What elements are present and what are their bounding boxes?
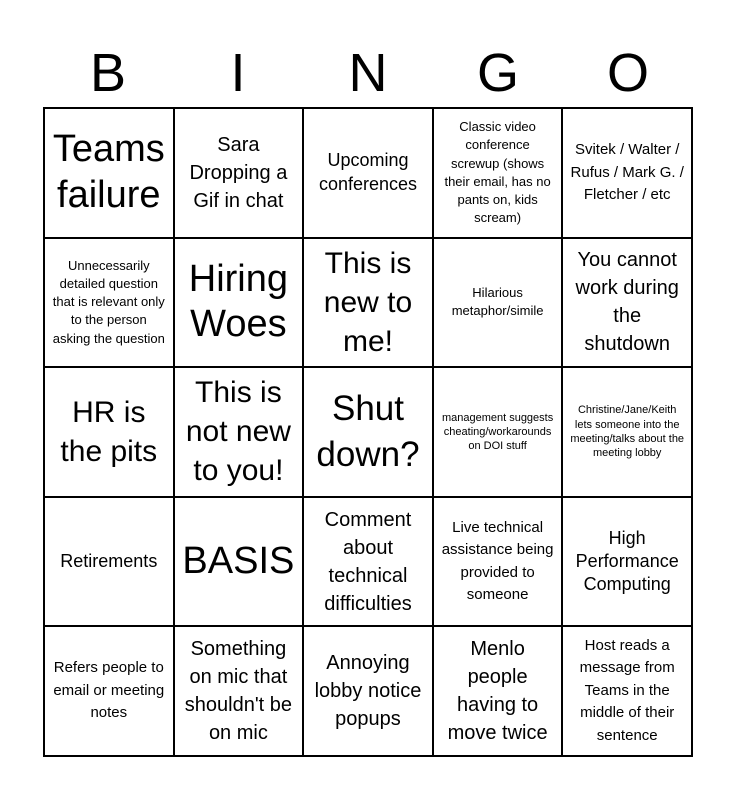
- bingo-cell[interactable]: [174, 497, 304, 627]
- cell-text: This is new to me!: [323, 246, 413, 358]
- bingo-cell[interactable]: [44, 497, 174, 627]
- cell-text: Hilarious metaphor/simile: [451, 285, 544, 319]
- bingo-cell[interactable]: [303, 497, 433, 627]
- cell-text: Retirements: [60, 550, 158, 571]
- cell-text: This is not new to you!: [185, 376, 291, 488]
- bingo-cell[interactable]: [303, 238, 433, 368]
- bingo-header: [43, 40, 693, 106]
- cell-text: Menlo people having to move twice: [447, 638, 548, 745]
- cell-text: Host reads a message from Teams in the middle of their sentence: [579, 636, 675, 744]
- bingo-cell[interactable]: [174, 238, 304, 368]
- bingo-cell[interactable]: [44, 367, 174, 497]
- cell-text: management suggests cheating/workarounds on DOI stuff: [441, 411, 554, 453]
- cell-text: BASIS: [182, 539, 295, 582]
- bingo-cell[interactable]: [174, 108, 304, 238]
- bingo-cell[interactable]: [44, 238, 174, 368]
- bingo-cell[interactable]: [44, 626, 174, 756]
- bingo-cell[interactable]: [433, 367, 563, 497]
- bingo-cell[interactable]: [562, 626, 692, 756]
- cell-text: Something on mic that shouldn't be on mic: [184, 638, 293, 745]
- cell-text: High Performance Computing: [575, 527, 679, 595]
- cell-text: Comment about technical difficulties: [324, 508, 412, 615]
- cell-text: Sara Dropping a Gif in chat: [189, 133, 288, 212]
- bingo-board: [43, 107, 693, 757]
- bingo-cell[interactable]: [433, 238, 563, 368]
- cell-text: Classic video conference screwup (shows their email, has no pants on, kids scream): [444, 119, 551, 226]
- bingo-cell[interactable]: [303, 626, 433, 756]
- bingo-cell[interactable]: [433, 626, 563, 756]
- bingo-cell[interactable]: [44, 108, 174, 238]
- cell-text: Refers people to email or meeting notes: [53, 659, 165, 722]
- cell-text: Shut down?: [316, 389, 420, 474]
- header-letter-i: I: [230, 43, 246, 103]
- cell-text: Svitek / Walter / Rufus / Mark G. / Fletcher / etc: [570, 141, 684, 204]
- header-letter-b: B: [89, 43, 127, 103]
- cell-text: Upcoming conferences: [318, 150, 418, 194]
- cell-text: Annoying lobby notice popups: [314, 652, 422, 731]
- cell-text: Christine/Jane/Keith lets someone into the meeting/talks about the meeting lobby: [570, 404, 685, 460]
- bingo-cell[interactable]: [562, 497, 692, 627]
- cell-text: Hiring Woes: [188, 257, 289, 346]
- cell-text: HR is the pits: [60, 395, 158, 468]
- cell-text: Live technical assistance being provided to someone: [441, 518, 554, 604]
- header-letter-g: G: [476, 43, 519, 103]
- header-letter-n: N: [348, 43, 388, 103]
- bingo-cell[interactable]: [433, 497, 563, 627]
- bingo-cell[interactable]: [562, 108, 692, 238]
- cell-text: Teams failure: [52, 128, 165, 216]
- cell-text: Unnecessarily detailed question that is relevant only to the person asking the question: [52, 257, 165, 346]
- header-letter-o: O: [606, 43, 649, 103]
- bingo-cell[interactable]: [303, 367, 433, 497]
- cell-text: You cannot work during the shutdown: [575, 249, 679, 356]
- bingo-cell[interactable]: [174, 367, 304, 497]
- bingo-cell[interactable]: [174, 626, 304, 756]
- bingo-cell[interactable]: [433, 108, 563, 238]
- bingo-cell[interactable]: [303, 108, 433, 238]
- bingo-cell[interactable]: [562, 238, 692, 368]
- bingo-cell[interactable]: [562, 367, 692, 497]
